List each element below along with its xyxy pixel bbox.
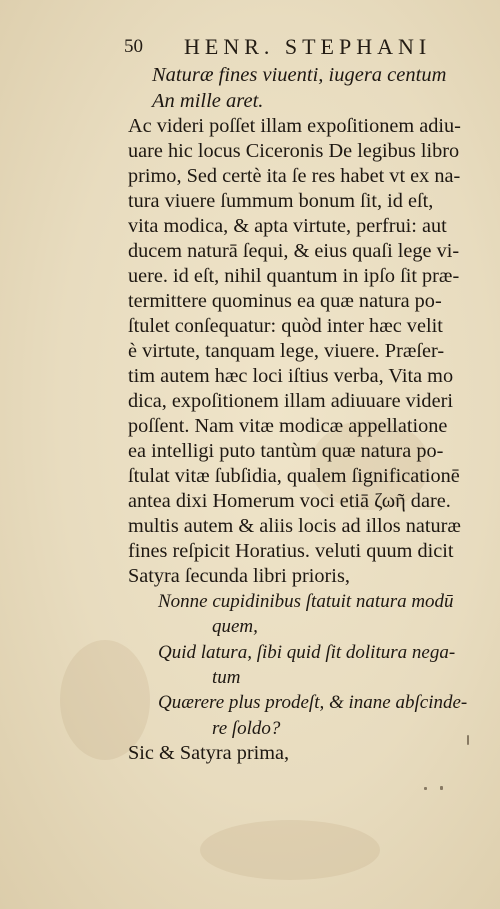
body-line: termittere quominus ea quæ natura po-	[128, 290, 442, 312]
body-line: uare hic locus Ciceronis De legibus libro	[128, 140, 460, 162]
page-number: 50	[124, 36, 143, 57]
running-title: HENR. STEPHANI	[184, 34, 432, 59]
verse-line: Quærere plus prodeſt, & inane abſcinde-	[158, 692, 468, 713]
verse-line: Nonne cupidinibus ſtatuit natura modū	[158, 591, 454, 612]
verse-line: re ſoldo?	[212, 718, 281, 739]
body-line: ea intelligi puto tantùm quæ natura po-	[128, 440, 444, 462]
ink-speck	[424, 787, 427, 790]
body-line: tim autem hæc loci iſtius verba, Vita mo	[128, 365, 454, 387]
body-line: multis autem & aliis locis ad illos naturæ	[128, 515, 461, 537]
body-line: antea dixi Homerum voci etiā ζωῆ dare.	[128, 490, 451, 512]
body-line: tura viuere ſummum bonum ſit, id eſt,	[128, 190, 434, 212]
paper-stain	[200, 820, 380, 880]
verse-line: An mille aret.	[152, 90, 264, 112]
body-line: poſſent. Nam vitæ modicæ appellatione	[128, 415, 448, 437]
ink-speck	[440, 786, 443, 790]
body-line: Ac videri poſſet illam expoſitionem adiu-	[128, 115, 461, 137]
verse-line: Naturæ fines viuenti, iugera centum	[152, 64, 447, 86]
verse-line: tum	[212, 667, 241, 688]
ink-speck	[467, 735, 469, 745]
body-line: fines reſpicit Horatius. veluti quum dicit	[128, 540, 454, 562]
page-header	[124, 34, 464, 60]
body-line: Satyra ſecunda libri prioris,	[128, 565, 350, 587]
body-line: dica, expoſitionem illam adiuuare videri	[128, 390, 453, 412]
body-line: uere. id eſt, nihil quantum in ipſo ſit præ-	[128, 265, 460, 287]
body-line: ſtulet conſequatur: quòd inter hæc velit	[128, 315, 443, 337]
body-line: primo, Sed certè ita ſe res habet vt ex na-	[128, 165, 461, 187]
body-line: vita modica, & apta virtute, perfrui: aut	[128, 215, 447, 237]
body-line: è virtute, tanquam lege, viuere. Præſer-	[128, 340, 445, 362]
verse-line: quem,	[212, 616, 258, 637]
body-line: Sic & Satyra prima,	[128, 742, 290, 764]
body-line: ducem naturā ſequi, & eius quaſi lege vi-	[128, 240, 460, 262]
body-line: ſtulat vitæ ſubſidia, qualem ſignificationē	[128, 465, 460, 487]
verse-line: Quid latura, ſibi quid ſit dolitura nega-	[158, 642, 456, 663]
